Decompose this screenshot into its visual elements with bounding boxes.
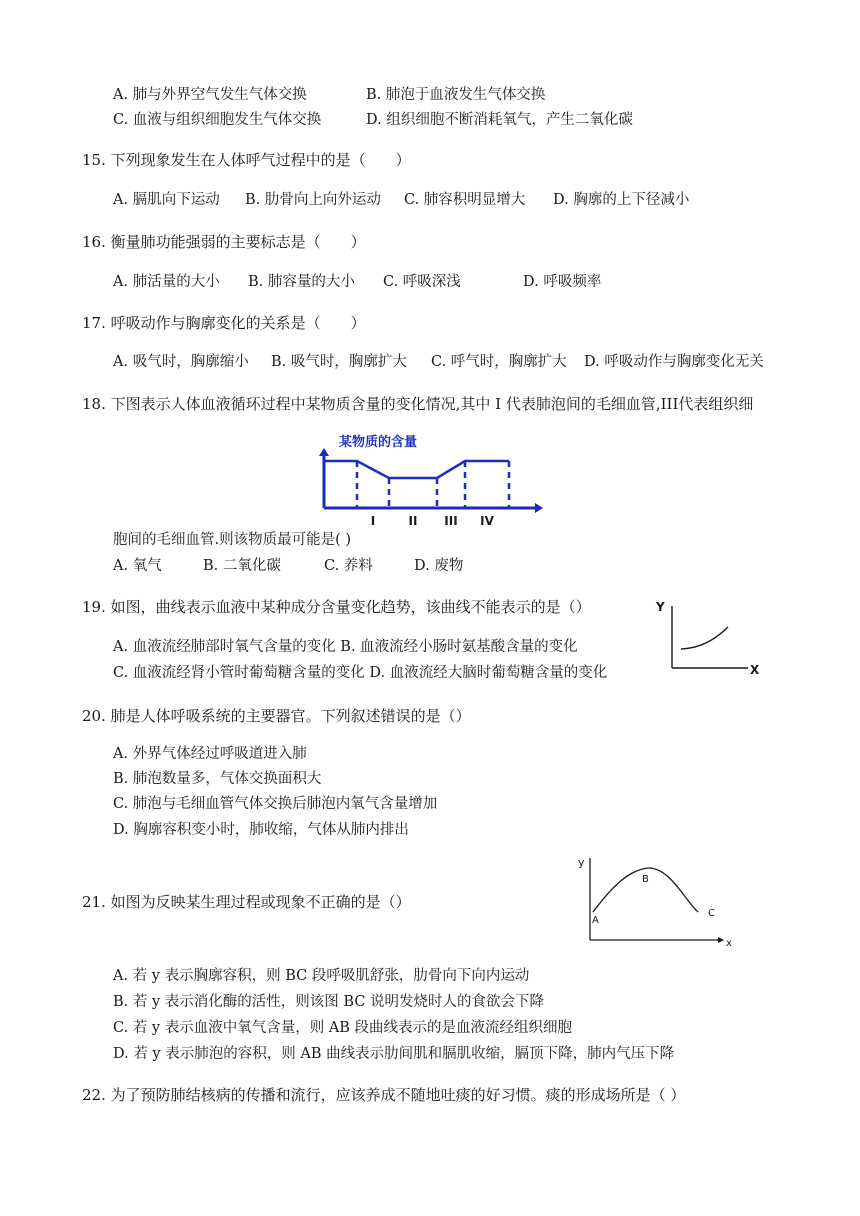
x-axis-arrow [535, 503, 543, 513]
q20-option-c: C. 肺泡与毛细血管气体交换后肺泡内氧气含量增加 [113, 796, 438, 812]
q18-option-a: A. 氧气 [113, 558, 162, 574]
q19-options-cd: C. 血液流经肾小管时葡萄糖含量的变化 D. 血液流经大脑时葡萄糖含量的变化 [113, 665, 608, 681]
chart-title: 某物质的含量 [339, 435, 418, 450]
x-axis-arrow [718, 937, 724, 943]
content-curve [324, 461, 509, 478]
q17-option-c: C. 呼气时，胸廓扩大 [431, 354, 567, 370]
q15-option-c: C. 肺容积明显增大 [404, 192, 526, 208]
question-20: 20. 肺是人体呼吸系统的主要器官。下列叙述错误的是（） [82, 707, 471, 725]
segment-label-iii: III [444, 514, 458, 528]
question-22: 22. 为了预防肺结核病的传播和流行，应该养成不随地吐痰的好习惯。痰的形成场所是（ ） [82, 1086, 686, 1104]
q16-option-b: B. 肺容量的大小 [248, 274, 355, 290]
option-d: D. 组织细胞不断消耗氧气，产生二氧化碳 [366, 112, 633, 128]
q17-option-b: B. 吸气时，胸廓扩大 [271, 354, 407, 370]
q15-option-d: D. 胸廓的上下径减小 [553, 192, 690, 208]
y-axis-label: Y [656, 600, 665, 614]
q20-option-a: A. 外界气体经过呼吸道进入肺 [113, 746, 307, 762]
point-b-label: B [642, 874, 649, 885]
q21-option-d: D. 若 y 表示肺泡的容积，则 AB 曲线表示肋间肌和膈肌收缩，膈顶下降，肺内气压下降 [113, 1046, 675, 1062]
question-15: 15. 下列现象发生在人体呼气过程中的是（ ） [82, 151, 411, 169]
q21-option-c: C. 若 y 表示血液中氧气含量，则 AB 段曲线表示的是血液流经组织细胞 [113, 1020, 573, 1036]
q16-option-d: D. 呼吸频率 [523, 274, 602, 290]
q18-option-c: C. 养料 [324, 558, 373, 574]
option-c: C. 血液与组织细胞发生气体交换 [113, 112, 322, 128]
point-a-label: A [592, 915, 599, 926]
y-axis-label: y [578, 856, 585, 869]
q20-option-d: D. 胸廓容积变小时，肺收缩，气体从肺内排出 [113, 822, 409, 838]
q19-options-ab: A. 血液流经肺部时氧气含量的变化 B. 血液流经小肠时氨基酸含量的变化 [113, 639, 578, 655]
x-axis-label: X [750, 663, 760, 677]
question-18-continuation: 胞间的毛细血管.则该物质最可能是( ) [113, 532, 352, 548]
y-axis-arrow [319, 448, 329, 456]
segment-label-ii: II [408, 514, 418, 528]
question-19: 19. 如图，曲线表示血液中某种成分含量变化趋势，该曲线不能表示的是（） [82, 598, 591, 616]
q16-option-a: A. 肺活量的大小 [113, 274, 220, 290]
q18-option-d: D. 废物 [414, 558, 464, 574]
q20-option-b: B. 肺泡数量多，气体交换面积大 [113, 771, 322, 787]
option-b: B. 肺泡于血液发生气体交换 [366, 87, 546, 103]
question-18: 18. 下图表示人体血液循环过程中某物质含量的变化情况,其中 I 代表肺泡间的毛细血管,III代表组织细 [82, 395, 754, 413]
question-17: 17. 呼吸动作与胸廓变化的关系是（ ） [82, 314, 366, 332]
q15-option-a: A. 膈肌向下运动 [113, 192, 220, 208]
question-16: 16. 衡量肺功能强弱的主要标志是（ ） [82, 233, 366, 251]
segment-label-iv: IV [480, 514, 494, 528]
q18-option-b: B. 二氧化碳 [203, 558, 281, 574]
substance-content-chart [313, 430, 543, 530]
rising-curve-graph [652, 598, 764, 682]
point-c-label: C [708, 908, 715, 919]
segment-label-i: I [370, 514, 376, 528]
content-curve [681, 627, 728, 649]
q15-option-b: B. 肋骨向上向外运动 [245, 192, 381, 208]
arc-curve-graph [574, 852, 740, 950]
x-axis-label: x [726, 938, 732, 949]
q16-option-c: C. 呼吸深浅 [383, 274, 461, 290]
q21-option-a: A. 若 y 表示胸廓容积，则 BC 段呼吸肌舒张，肋骨向下向内运动 [113, 968, 530, 984]
q17-option-a: A. 吸气时，胸廓缩小 [113, 354, 249, 370]
question-21: 21. 如图为反映某生理过程或现象不正确的是（） [82, 893, 411, 911]
q21-option-b: B. 若 y 表示消化酶的活性，则该图 BC 说明发烧时人的食欲会下降 [113, 994, 545, 1010]
q17-option-d: D. 呼吸动作与胸廓变化无关 [584, 354, 764, 370]
option-a: A. 肺与外界空气发生气体交换 [113, 87, 307, 103]
